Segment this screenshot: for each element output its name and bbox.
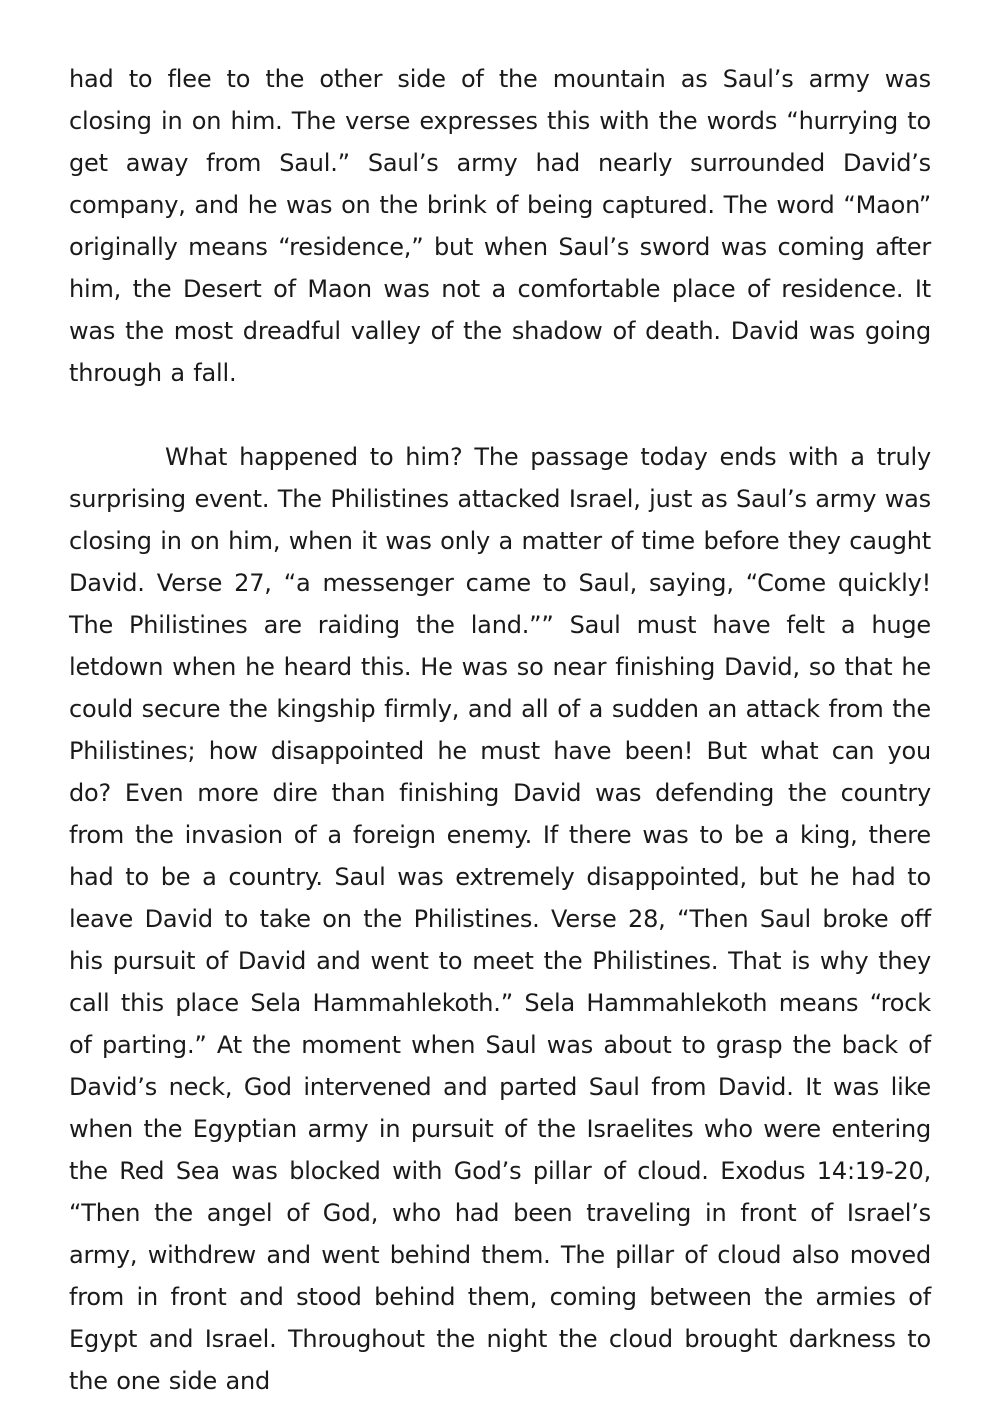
paragraph-1: had to flee to the other side of the mountain as Saul’s army was closing in on him. The verse expresses this with the words “hurrying to get away from Saul.” Saul’s army had nearly surrounded David’s company, and he was on the brink of being captured. The word “Maon” originally means “residence,” but when Saul’s sword was coming after him, the Desert of Maon was not a comfortable place of residence. It was the most dreadful valley of the shadow of death. David was going through a fall. (69, 65, 931, 387)
document-page (69, 58, 931, 1402)
paragraph-2: What happened to him? The passage today ends with a truly surprising event. The Philistines attacked Israel, just as Saul’s army was closing in on him, when it was only a matter of time before they caught David. Verse 27, “a messenger came to Saul, saying, “Come quickly! The Philistines are raiding the land.”” Saul must have felt a huge letdown when he heard this. He was so near finishing David, so that he could secure the kingship firmly, and all of a sudden an attack from the Philistines; how disappointed he must have been! But what can you do? Even more dire than finishing David was defending the country from the invasion of a foreign enemy. If there was to be a king, there had to be a country. Saul was extremely disappointed, but he had to leave David to take on the Philistines. Verse 28, “Then Saul broke off his pursuit of David and went to meet the Philistines. That is why they call this place Sela Hammahlekoth.” Sela Hammahlekoth means “rock of parting.” At the moment when Saul was about to grasp the back of David’s neck, God intervened and parted Saul from David. It was like when the Egyptian army in pursuit of the Israelites who were entering the Red Sea was blocked with God’s pillar of cloud. Exodus 14:19-20, “Then the angel of God, who had been traveling in front of Israel’s army, withdrew and went behind them. The pillar of cloud also moved from in front and stood behind them, coming between the armies of Egypt and Israel. Throughout the night the cloud brought darkness to the one side and (69, 443, 931, 1395)
